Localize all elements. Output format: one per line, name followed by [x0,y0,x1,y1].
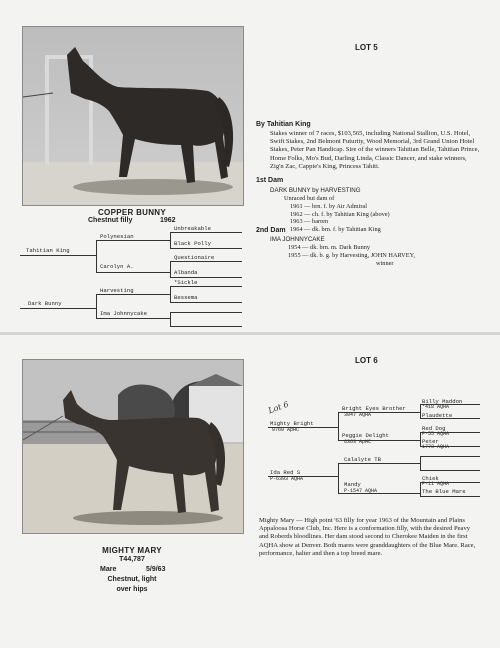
ped-dds-no: P-11 AQHA [422,481,450,487]
horse-year: 1962 [160,217,176,224]
page-fold [0,332,500,335]
ped-ss-no: 3047 AQHA [344,412,372,418]
ped-dsd: Bessema [174,294,198,301]
ped-dd: Ima Johnnycake [100,310,147,317]
sire-record: Stakes winner of 7 races, $103,565, including National Stallion, U.S. Hotel, Swift Stakes, 2nd Belmont Futurity, Wood Memorial, 3rd Grand Union Hotel Stakes, Peter Pan Handicap. Sire of the winners Tahitian Belle, Tahitian Prince, Home Folks, Mo's Bud, Darling Linda, Classic Dancer, and stake winners, Zig'n Zac, Cappie's King, Princess Tahiti. [270,130,480,170]
handwritten-note: Lot 6 [267,399,290,416]
ped-sd: Carolyn A. [100,263,134,270]
foaling-date: 5/9/63 [146,566,166,573]
ped-ds: Calalyte TB [344,456,381,463]
ped-sdd: Albanda [174,269,198,276]
color-line-1: Chestnut, light [107,576,157,583]
ped-sd-no: 6363 ApHC [344,439,372,445]
second-dam-heading: 2nd Dam [256,227,286,234]
ped-ssd: Black Polly [174,240,211,247]
ped-dam: Dark Bunny [28,300,62,307]
ped-sss: Billy Maddon [422,398,463,405]
first-dam-heading: 1st Dam [256,177,284,184]
ped-dds: Chiek [422,475,439,482]
pedigree-chart-lot5 [18,225,246,328]
ped-sss-no: *418 AQHA [422,404,450,410]
horse-sex: Mare [100,566,117,573]
ped-sdd-no: 1773 AQHA [422,444,450,450]
ped-ddd: The Blue Mare [422,488,466,495]
ped-ss: Bright Eyes Brother [342,405,406,412]
color-line-2: over hips [116,586,148,593]
ped-sds: Questionaire [174,254,215,261]
ped-ss: Polynesian [100,233,134,240]
horse-name: COPPER BUNNY [97,208,167,217]
ped-sd: Peggie Delight [342,432,389,439]
ped-ssd: Plaudette [422,412,453,419]
pedigree-chart-lot6 [268,392,484,500]
horse-photo-image [23,360,243,533]
horse-name: MIGHTY MARY [102,546,162,555]
sire-heading: By Tahitian King [256,121,311,128]
ped-sire: Tahitian King [26,247,70,254]
ped-ds: Harvesting [100,287,134,294]
first-dam-name: DARK BUNNY by HARVESTING [270,187,361,194]
ped-sss: Unbreakable [174,225,211,232]
horse-descriptor: Chestnut filly [88,217,133,224]
ped-sire-no: 9760 ApHC [272,427,300,433]
ped-sds-no: P-55 AQHA [422,431,450,437]
first-dam-produce: Unraced but dam of 1961 — brn. f. by Air Admiral 1962 — ch. f. by Tahitian King (above) 1963 — barren 1964 — dk. brn. f. by Tahitian King [284,195,390,234]
second-dam-name: IMA JOHNNYCAKE [270,236,325,243]
horse-photo-image [23,27,243,205]
copper-bunny-photo [22,26,244,206]
ped-dam: Ida Red S [270,469,301,476]
ped-sdd: Peter [422,438,439,445]
ped-dd: Mandy [344,481,361,488]
lot6-description: Mighty Mary — High point '63 filly for year 1963 of the Mountain and Plains Appaloosa Horse Club, Inc. Here is a conformation filly, with the desired Peavy and Roberds bloodlines. Her dam stood second to Cherokee Maiden in the first AQHA show at Denver. Both mares were granddaughters of the Blue Mare. Race, performance, halter and then a top breed mare. [259,517,476,557]
lot-label: LOT 6 [355,356,378,365]
ped-sds: Red Dog [422,425,446,432]
mighty-mary-photo [22,359,244,534]
ped-dss: *Sickle [174,279,198,286]
ped-dam-no: P-6393 AQHA [270,476,304,482]
ped-dd-no: P-1547 AQHA [344,488,378,494]
registration-number: T44,787 [119,556,145,563]
ped-sire: Mighty Bright [270,420,314,427]
lot-label: LOT 5 [355,43,378,52]
second-dam-produce: 1954 — dk. brn. m. Dark Bunny 1955 — dk. b. g. by Harvesting, JOHN HARVEY, winner [288,244,415,267]
